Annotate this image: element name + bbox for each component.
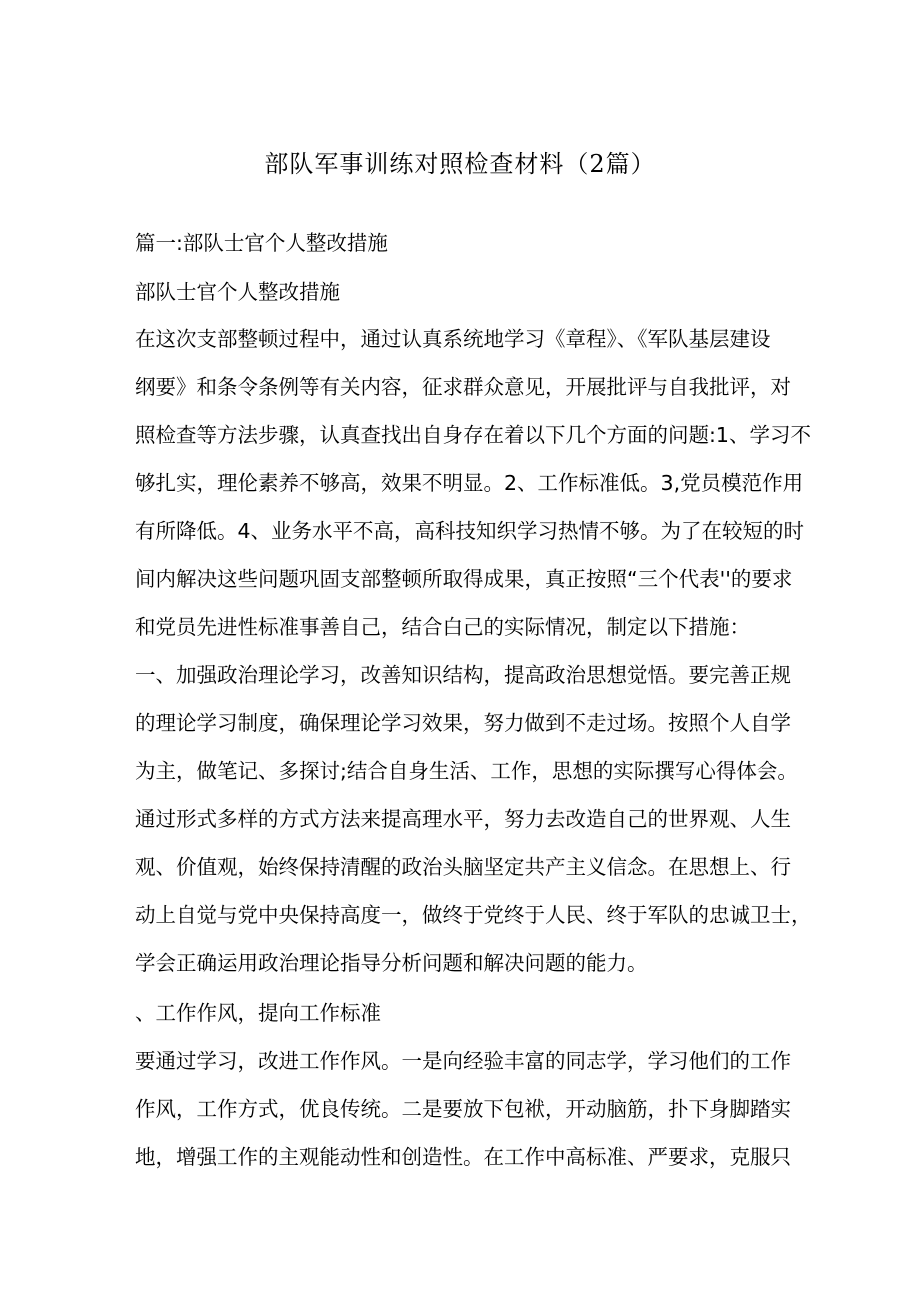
text-line: 够扎实，理伦素养不够高，效果不明显。2、工作标准低。3,党员模范作用 <box>135 471 804 495</box>
section-heading: 、工作作风，提向工作标准 <box>135 1001 381 1025</box>
section-heading: 篇一:部队士官个人整改措施 <box>135 231 388 255</box>
text-line: 要通过学习，改进工作作风。一是向经验丰富的同志学，学习他们的工作 <box>135 1049 791 1073</box>
subheading: 部队士官个人整改措施 <box>135 280 340 304</box>
text-line: 一、加强政治理论学习，改善知识结构，提高政治思想觉悟。要完善正规 <box>135 663 791 687</box>
text-line: 间内解决这些问题巩固支部整顿所取得成果，真正按照“三个代表''的要求 <box>135 567 793 591</box>
text-line: 和党员先进性标准事善自己，结合白己的实际情况，制定以下措施： <box>135 615 750 639</box>
text-line: 的理论学习制度，确保理论学习效果，努力做到不走过场。按照个人自学 <box>135 711 791 735</box>
text-line: 学会正确运用政治理论指导分析问题和解决问题的能力。 <box>135 951 648 975</box>
document-title: 部队军事训练对照检查材料（2篇） <box>264 150 656 178</box>
text-line: 在这次支部整顿过程中，通过认真系统地学习《章程》、《军队基层建设 <box>135 327 771 351</box>
text-line: 观、价值观，始终保持清醒的政治头脑坚定共产主义信念。在思想上、行 <box>135 855 791 879</box>
text-line: 作风，工作方式，优良传统。二是要放下包袱，开动脑筋，扑下身脚踏实 <box>135 1097 791 1121</box>
text-line: 纲要》和条令条例等有关内容，征求群众意见，开展批评与自我批评，对 <box>135 375 791 399</box>
text-line: 为主，做笔记、多探讨;结合自身生活、工作，思想的实际撰写心得体会。 <box>135 759 798 783</box>
text-line: 照检查等方法步骤，认真查找出自身存在着以下几个方面的问题:1、学习不 <box>135 423 811 447</box>
text-line: 通过形式多样的方式方法来提高理水平，努力去改造自己的世界观、人生 <box>135 807 791 831</box>
text-line: 地，增强工作的主观能动性和创造性。在工作中高标准、严要求，克服只 <box>135 1145 791 1169</box>
text-line: 有所降低。4、业务水平不高，高科技知织学习热情不够。为了在较短的时 <box>135 519 805 543</box>
text-line: 动上自觉与党中央保持高度一，做终于党终于人民、终于军队的忠诚卫士， <box>135 903 812 927</box>
